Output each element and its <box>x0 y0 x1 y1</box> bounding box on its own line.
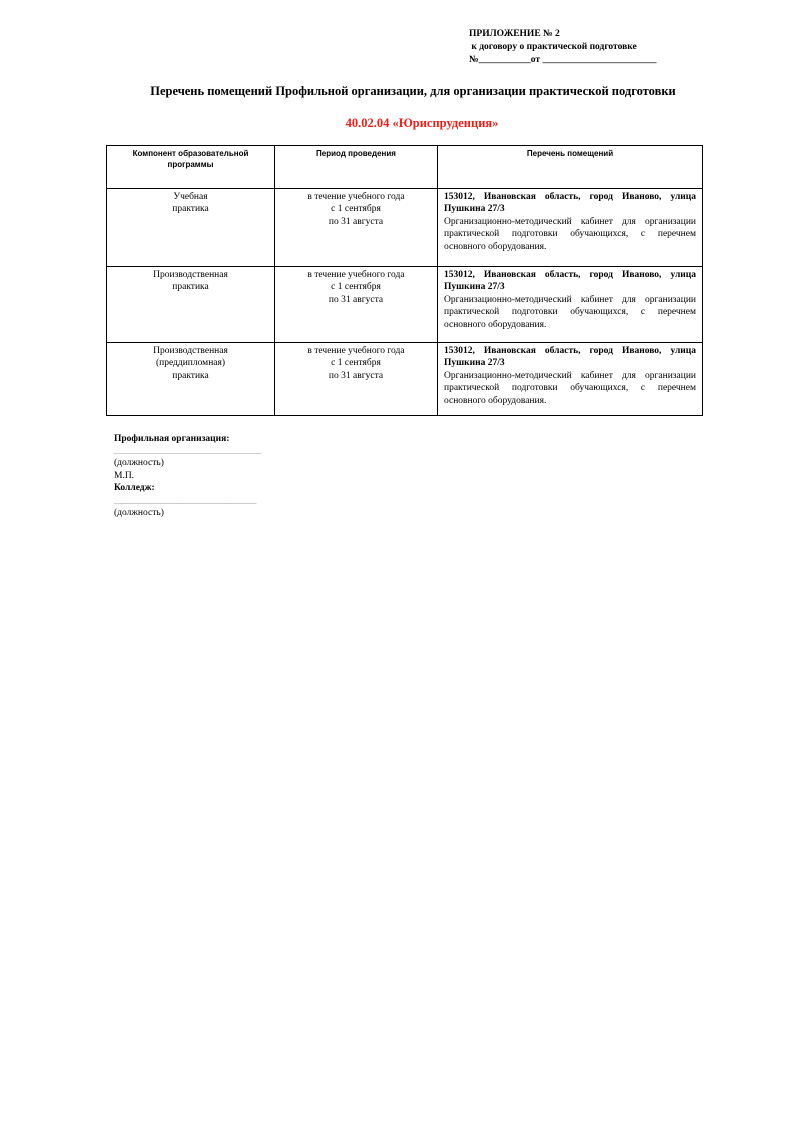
component-line: практика <box>172 282 209 293</box>
room-description: Организационно-методический кабинет для организации практической подготовки обучающихся, с перечнем основного оборудования. <box>444 294 696 330</box>
room-address: 153012, Ивановская область, город Иваново, улица Пушкина 27/3 <box>444 270 696 293</box>
component-cell <box>107 189 275 267</box>
period-line: по 31 августа <box>328 294 384 305</box>
org-signature-line: _______________________________ <box>114 446 262 457</box>
period-line: в течение учебного года <box>307 346 405 356</box>
period-line: по 31 августа <box>328 370 384 381</box>
table-row <box>107 189 703 267</box>
org-position: (должность) <box>114 458 164 469</box>
header-rooms: Перечень помещений <box>438 146 703 189</box>
component-line: практика <box>172 370 209 381</box>
specialty-heading: 40.02.04 «Юриспруденция» <box>345 116 499 130</box>
period-cell <box>275 189 438 267</box>
table-row <box>107 343 703 416</box>
header-period: Период проведения <box>275 146 438 189</box>
room-description: Организационно-методический кабинет для организации практической подготовки обучающихся, с перечнем основного оборудования. <box>444 216 696 252</box>
component-line: (преддипломная) <box>155 358 226 369</box>
period-line: по 31 августа <box>328 216 384 227</box>
component-cell <box>107 343 275 416</box>
room-description: Организационно-методический кабинет для организации практической подготовки обучающихся, с перечнем основного оборудования. <box>444 370 696 406</box>
appendix-number-date-line: №___________от ________________________ <box>469 55 657 65</box>
header-component: Компонент образовательной программы <box>107 146 275 189</box>
period-line: в течение учебного года <box>307 192 405 202</box>
component-line: Производственная <box>153 346 228 356</box>
org-label: Профильная организация: <box>114 434 230 444</box>
period-cell <box>275 343 438 416</box>
rooms-cell <box>438 267 703 343</box>
appendix-block <box>469 28 656 67</box>
rooms-table <box>106 145 703 416</box>
period-line: в течение учебного года <box>307 270 405 280</box>
signature-block <box>114 433 261 519</box>
table-header-row <box>107 146 703 189</box>
college-signature-line: ______________________________ <box>114 495 257 506</box>
stamp-label: М.П. <box>114 470 135 481</box>
period-line: с 1 сентября <box>331 204 381 215</box>
rooms-cell <box>438 189 703 267</box>
period-line: с 1 сентября <box>331 282 381 293</box>
college-position: (должность) <box>114 507 164 518</box>
component-line: Учебная <box>173 192 208 202</box>
component-cell <box>107 267 275 343</box>
room-address: 153012, Ивановская область, город Иваново, улица Пушкина 27/3 <box>444 192 696 215</box>
room-address: 153012, Ивановская область, город Иваново, улица Пушкина 27/3 <box>444 346 696 369</box>
component-line: Производственная <box>153 270 228 280</box>
table-row <box>107 267 703 343</box>
rooms-cell <box>438 343 703 416</box>
college-label: Колледж: <box>114 483 155 494</box>
document-title: Перечень помещений Профильной организации, для организации практической подготовки <box>150 84 676 98</box>
period-line: с 1 сентября <box>331 358 381 369</box>
appendix-number: ПРИЛОЖЕНИЕ № 2 <box>469 29 560 39</box>
period-cell <box>275 267 438 343</box>
component-line: практика <box>172 204 209 215</box>
appendix-contract-ref: к договору о практической подготовке <box>469 42 637 52</box>
